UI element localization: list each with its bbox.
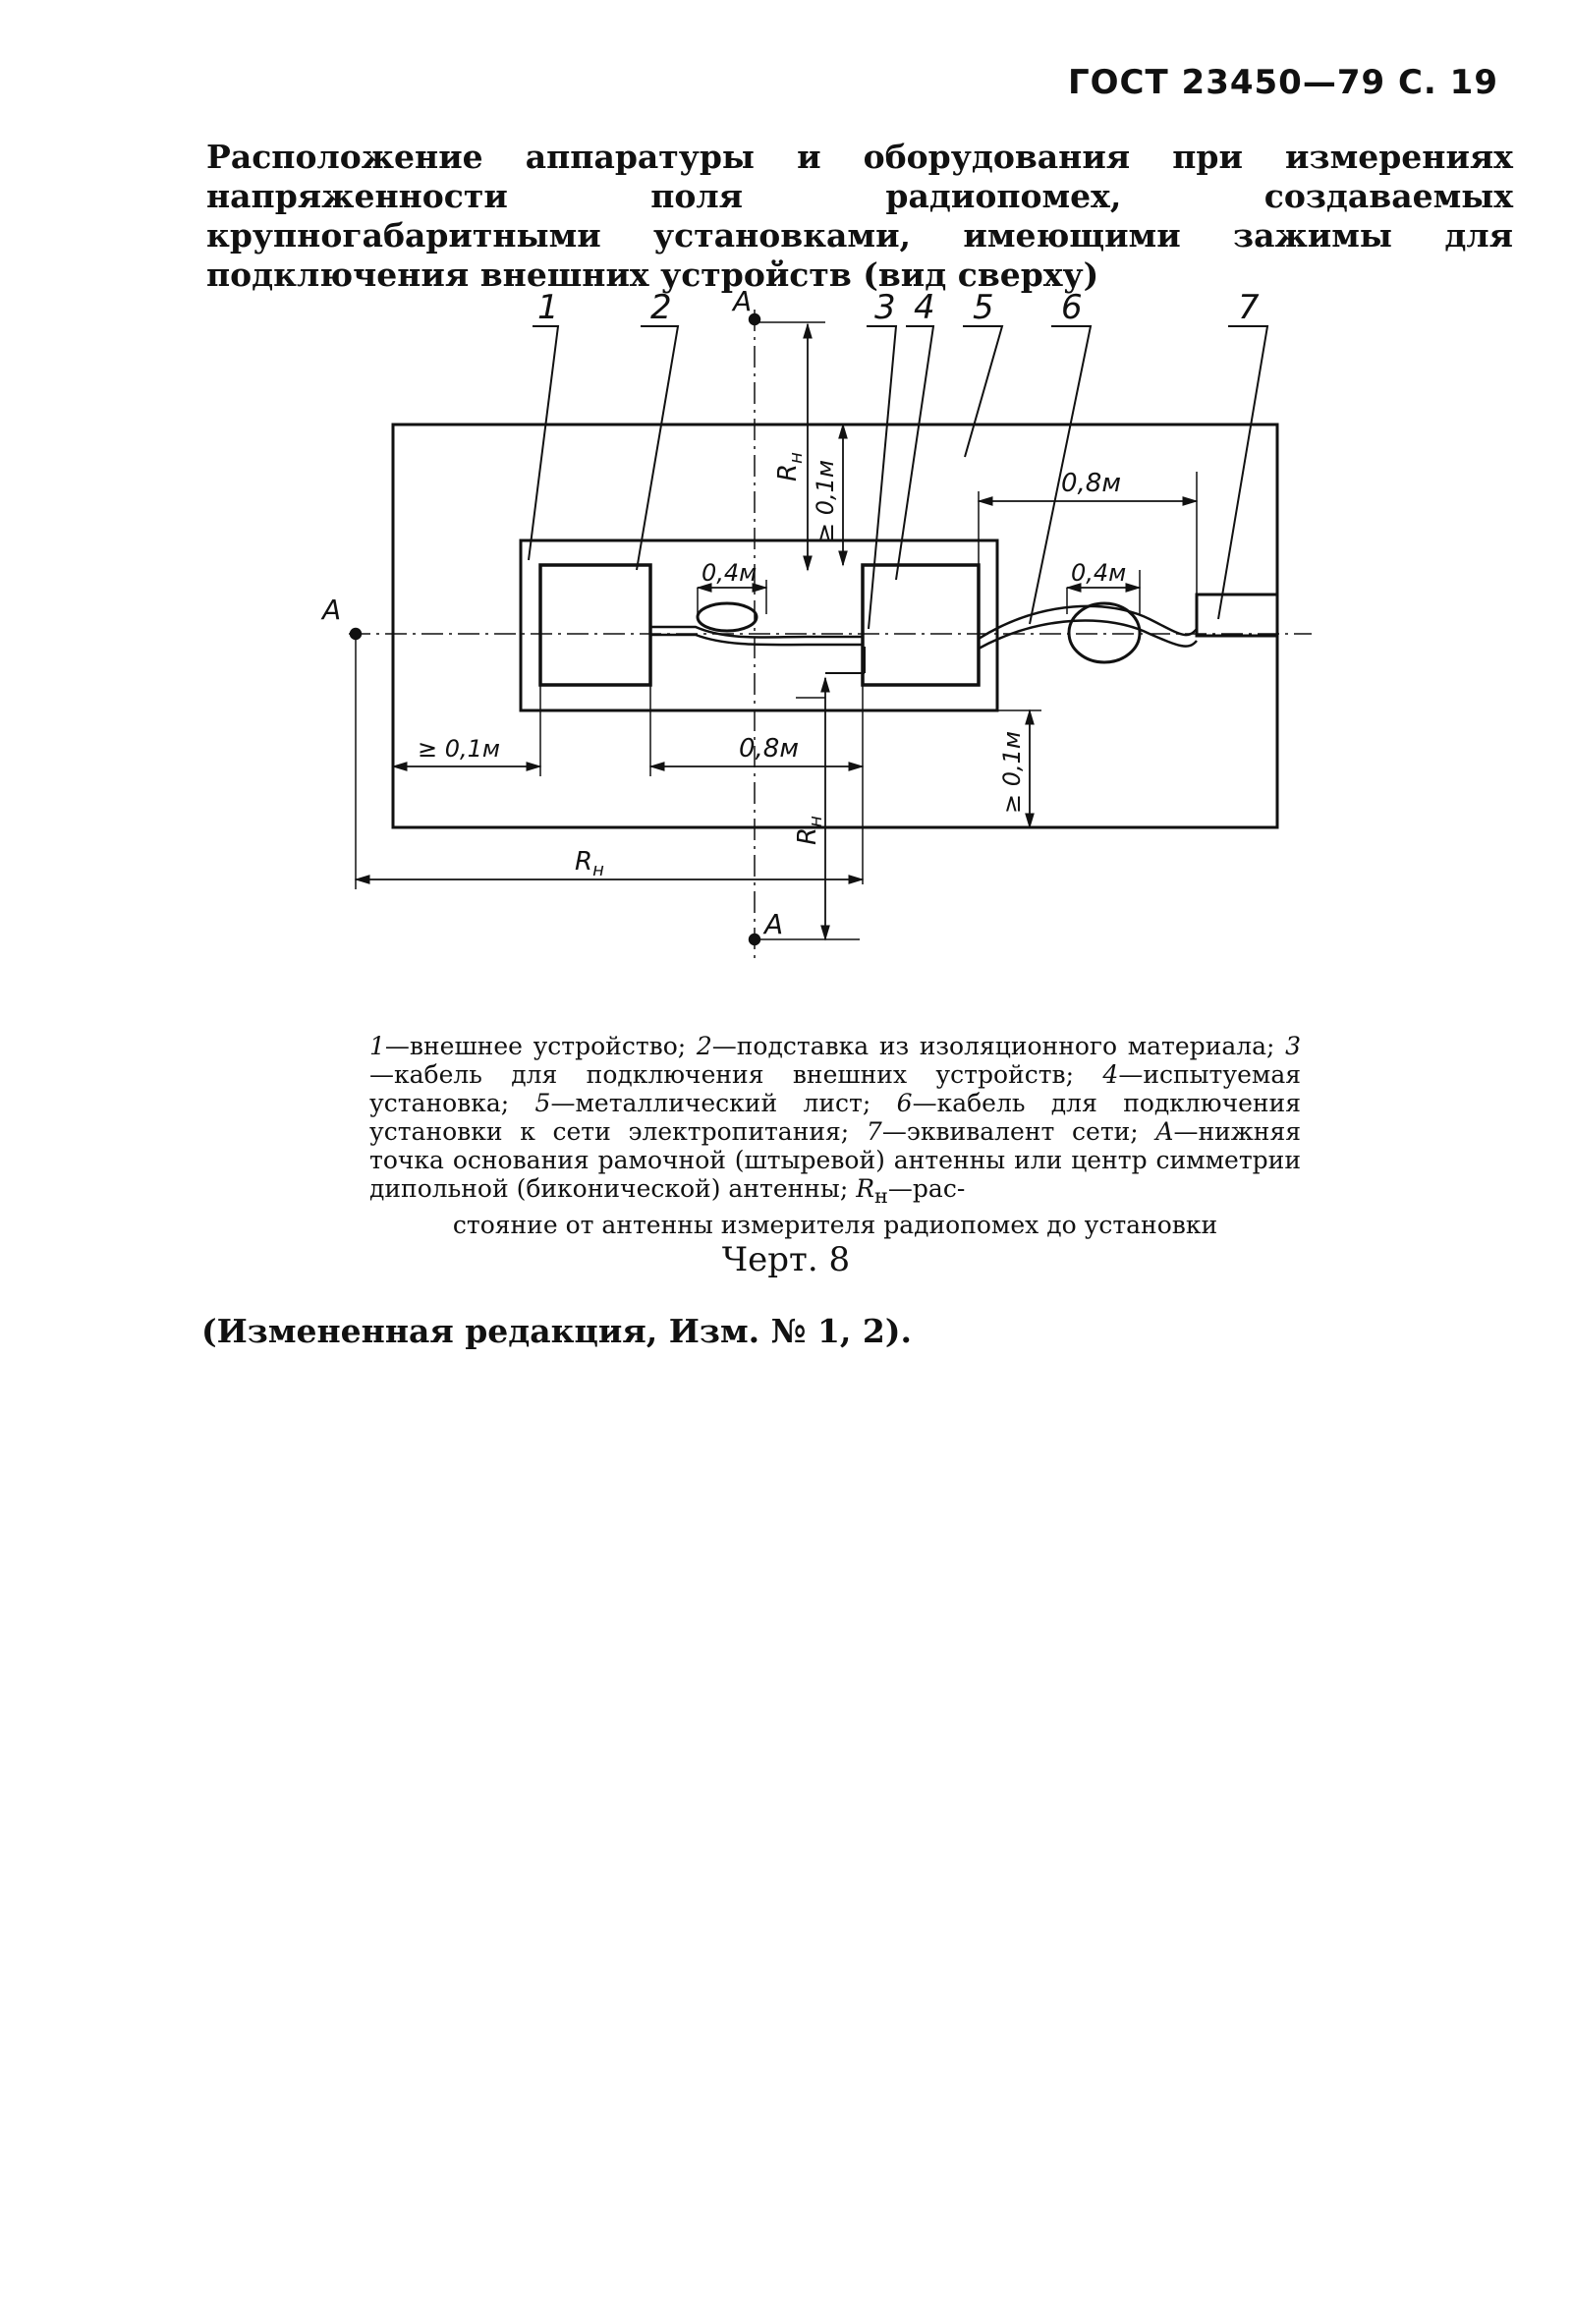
figure-legend: 1—внешнее устройство; 2—подставка из изоляционного материала; 3—кабель для подключения внешних устройств; 4—испытуемая установка; 5—металлический лист; 6—кабель для подключения установки к сети электропитания; 7—эквивалент сети; A—нижняя точка основания рамочной (штыревой) антенны или центр симметрии дипольной (биконической) антенны; $R_н—рас-$ стояние от антенны измерителя радиопомех до установки [369, 1032, 1302, 1239]
dim-loop-right-label: 0,4м [1071, 559, 1127, 587]
callout-2: 2 [650, 288, 672, 327]
dim-rh-bottom-label: $R_н$ [793, 816, 826, 845]
revision-note: (Измененная редакция, Изм. № 1, 2). [201, 1312, 912, 1350]
dim-min-gap-left-label: ≥ 0,1м [418, 735, 501, 763]
figure-label: Черт. 8 [721, 1240, 851, 1279]
dim-rh-horizontal-label: $R_н$ [575, 847, 604, 880]
figure-heading: Расположение аппаратуры и оборудования при измерениях напряженности поля радиопомех, создаваемых крупногабаритными установками, имеющими зажимы для подключения внешних устройств (вид сверху) [206, 138, 1513, 294]
point-a-label-bottom: A [764, 908, 784, 940]
callout-1: 1 [537, 288, 559, 327]
point-a-left [351, 629, 361, 639]
dim-08-bottom-label: 0,8м [739, 734, 799, 764]
cable-3-loop [698, 603, 757, 631]
cable-6-loop [1069, 603, 1140, 662]
callout-6: 6 [1061, 288, 1083, 327]
page-header: ГОСТ 23450—79 С. 19 [1067, 63, 1498, 102]
point-a-label-left: A [322, 594, 342, 626]
callout-3: 3 [874, 288, 896, 327]
equipment-layout-drawing [295, 275, 1376, 983]
callout-4: 4 [914, 288, 935, 327]
external-device [540, 565, 650, 685]
point-a-label-top: A [733, 285, 753, 317]
callout-5: 5 [973, 288, 994, 327]
device-under-test [863, 565, 979, 685]
dim-min-gap-top-label: ≥ 0,1м [812, 459, 839, 542]
callout-7: 7 [1238, 288, 1260, 327]
mains-equivalent [1197, 595, 1277, 636]
dim-loop-left-label: 0,4м [702, 559, 758, 587]
dim-rh-top-label: $R_н$ [773, 452, 807, 482]
legend-last-line: стояние от антенны измерителя радиопомех до установки [452, 1211, 1218, 1239]
dim-min-gap-right-label: ≥ 0,1м [998, 730, 1026, 814]
dim-08-top-label: 0,8м [1061, 469, 1121, 498]
